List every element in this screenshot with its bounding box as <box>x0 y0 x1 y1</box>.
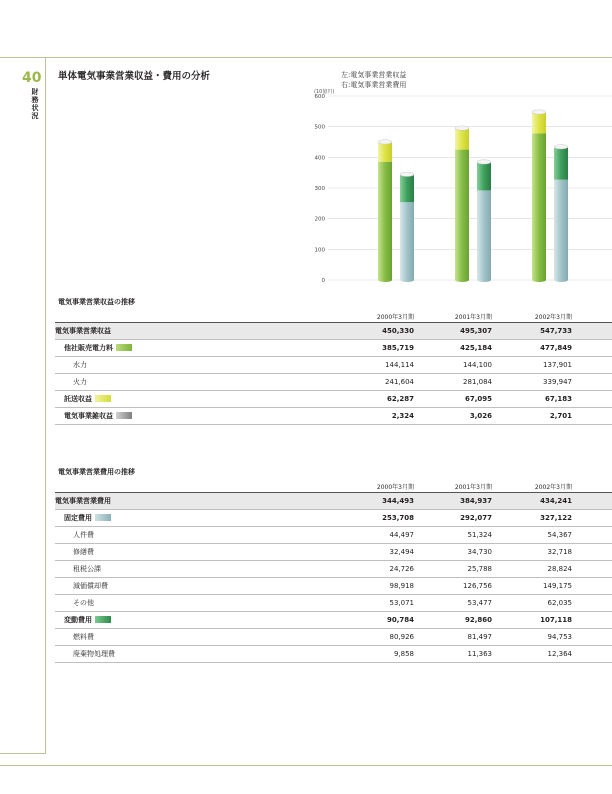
value-cell: 3,026 <box>414 408 492 425</box>
y-tick-label: 400 <box>314 155 325 162</box>
bar-segment <box>532 133 546 280</box>
value-cell: 2,324 <box>360 408 414 425</box>
value-cell: 67,095 <box>414 391 492 408</box>
value-cell: 107,118 <box>492 612 572 629</box>
legend-swatch <box>95 395 111 402</box>
revenue-table-title: 電気事業営業収益の推移 <box>58 298 135 306</box>
value-cell: 2,701 <box>492 408 572 425</box>
bar-base <box>400 278 414 282</box>
page-title: 単体電気事業営業収益・費用の分析 <box>58 71 211 82</box>
col-header: 2000年3月期 <box>360 309 414 323</box>
row-label-cell <box>55 646 360 663</box>
table-row <box>55 340 612 357</box>
bar-base <box>378 278 392 282</box>
axis-unit-label: (10億円) <box>314 89 335 95</box>
page-number: 40 <box>22 70 42 86</box>
table-row <box>55 408 612 425</box>
row-label-cell <box>55 323 360 340</box>
value-cell: 149,175 <box>492 578 572 595</box>
value-cell: 477,849 <box>492 340 572 357</box>
bar-segment <box>532 113 546 134</box>
bar-top-cap <box>477 160 491 164</box>
value-cell: 12,364 <box>492 646 572 663</box>
revenue-table <box>55 309 612 425</box>
row-label-cell <box>55 578 360 595</box>
legend-right: 右:電気事業営業費用 <box>341 80 407 89</box>
table-row <box>55 595 612 612</box>
value-cell: 495,307 <box>414 323 492 340</box>
row-label-cell <box>55 374 360 391</box>
legend-swatch <box>95 616 111 623</box>
table-row <box>55 544 612 561</box>
top-rule <box>0 57 612 58</box>
value-cell: 137,901 <box>492 357 572 374</box>
bar-base <box>532 278 546 282</box>
table-row <box>55 561 612 578</box>
bar-base <box>477 278 491 282</box>
value-cell: 62,035 <box>492 595 572 612</box>
bar-base <box>455 278 469 282</box>
value-cell: 53,071 <box>360 595 414 612</box>
revenue-expense-chart <box>300 86 612 290</box>
value-cell: 9,858 <box>360 646 414 663</box>
col-header: 2000年3月期 <box>360 479 414 493</box>
table-row <box>55 612 612 629</box>
value-cell: 25,788 <box>414 561 492 578</box>
bar-segment <box>554 147 568 180</box>
bar-segment <box>477 190 491 280</box>
row-label-cell <box>55 391 360 408</box>
bottom-rule <box>0 765 612 766</box>
bar-top-cap <box>455 126 469 130</box>
row-label-cell <box>55 561 360 578</box>
value-cell: 11,363 <box>414 646 492 663</box>
bar-segment <box>554 180 568 280</box>
section-label: 財務状況 <box>31 88 39 120</box>
value-cell: 80,926 <box>360 629 414 646</box>
table-row <box>55 357 612 374</box>
row-label: 他社販売電力料 <box>64 344 113 352</box>
value-cell: 44,497 <box>360 527 414 544</box>
row-label-cell <box>55 629 360 646</box>
value-cell: 34,730 <box>414 544 492 561</box>
value-cell: 92,860 <box>414 612 492 629</box>
value-cell: 32,718 <box>492 544 572 561</box>
table-row <box>55 493 612 510</box>
legend-swatch <box>116 412 132 419</box>
row-label-cell <box>55 595 360 612</box>
value-cell: 94,753 <box>492 629 572 646</box>
row-label: 固定費用 <box>64 514 92 522</box>
row-label: 修繕費 <box>73 548 94 556</box>
legend-swatch <box>116 344 132 351</box>
bar-segment <box>477 162 491 190</box>
value-cell: 450,330 <box>360 323 414 340</box>
row-label: 廃棄物処理費 <box>73 650 115 658</box>
bar-segment <box>455 129 469 150</box>
row-label: その他 <box>73 599 94 607</box>
value-cell: 327,122 <box>492 510 572 527</box>
table-header-row <box>55 309 612 323</box>
value-cell: 54,367 <box>492 527 572 544</box>
expense-table <box>55 479 612 663</box>
value-cell: 62,287 <box>360 391 414 408</box>
row-label: 租税公課 <box>73 565 101 573</box>
bar-segment <box>378 162 392 280</box>
margin-foot-rule <box>0 753 46 754</box>
value-cell: 384,937 <box>414 493 492 510</box>
value-cell: 339,947 <box>492 374 572 391</box>
row-label: 電気事業営業費用 <box>55 497 111 505</box>
value-cell: 281,084 <box>414 374 492 391</box>
col-header: 2001年3月期 <box>414 309 492 323</box>
table-row <box>55 391 612 408</box>
row-label: 減価償却費 <box>73 582 108 590</box>
margin-rule <box>45 57 46 754</box>
bar-segment <box>400 174 414 202</box>
value-cell: 98,918 <box>360 578 414 595</box>
value-cell: 81,497 <box>414 629 492 646</box>
legend-left: 左:電気事業営業収益 <box>341 71 407 79</box>
value-cell: 547,733 <box>492 323 572 340</box>
col-header: 2002年3月期 <box>492 479 572 493</box>
table-row <box>55 323 612 340</box>
value-cell: 434,241 <box>492 493 572 510</box>
bar-top-cap <box>400 172 414 176</box>
table-row <box>55 578 612 595</box>
row-label-cell <box>55 357 360 374</box>
bar-top-cap <box>554 145 568 149</box>
col-header: 2002年3月期 <box>492 309 572 323</box>
y-tick-label: 200 <box>314 216 325 223</box>
value-cell: 144,114 <box>360 357 414 374</box>
y-tick-label: 0 <box>321 278 325 284</box>
value-cell: 385,719 <box>360 340 414 357</box>
bar-base <box>554 278 568 282</box>
value-cell: 53,477 <box>414 595 492 612</box>
row-label-cell <box>55 408 360 425</box>
value-cell: 32,494 <box>360 544 414 561</box>
row-label-cell <box>55 510 360 527</box>
row-label: 電気事業営業収益 <box>55 327 111 335</box>
bar-top-cap <box>532 110 546 114</box>
value-cell: 253,708 <box>360 510 414 527</box>
row-label: 変動費用 <box>64 616 92 624</box>
expense-table-title: 電気事業営業費用の推移 <box>58 468 135 476</box>
value-cell: 292,077 <box>414 510 492 527</box>
value-cell: 24,726 <box>360 561 414 578</box>
value-cell: 241,604 <box>360 374 414 391</box>
col-header: 2001年3月期 <box>414 479 492 493</box>
bar-segment <box>455 150 469 280</box>
row-label: 水力 <box>73 361 87 369</box>
table-row <box>55 629 612 646</box>
row-label-cell <box>55 527 360 544</box>
y-tick-label: 300 <box>314 186 325 192</box>
y-tick-label: 100 <box>314 247 325 254</box>
row-label-cell <box>55 544 360 561</box>
row-label: 電気事業雑収益 <box>64 412 113 420</box>
value-cell: 425,184 <box>414 340 492 357</box>
row-label-cell <box>55 340 360 357</box>
row-label-cell <box>55 612 360 629</box>
row-label: 燃料費 <box>73 633 94 641</box>
value-cell: 67,183 <box>492 391 572 408</box>
y-tick-label: 500 <box>314 124 325 131</box>
value-cell: 51,324 <box>414 527 492 544</box>
table-row <box>55 510 612 527</box>
value-cell: 28,824 <box>492 561 572 578</box>
value-cell: 90,784 <box>360 612 414 629</box>
bar-top-cap <box>378 140 392 144</box>
bar-segment <box>400 202 414 280</box>
value-cell: 126,756 <box>414 578 492 595</box>
row-label: 火力 <box>73 378 87 386</box>
row-label: 託送収益 <box>64 395 92 403</box>
table-row <box>55 646 612 663</box>
row-label: 人件費 <box>73 531 94 539</box>
legend-swatch <box>95 514 111 521</box>
y-tick-label: 600 <box>314 94 325 100</box>
value-cell: 144,100 <box>414 357 492 374</box>
table-row <box>55 374 612 391</box>
row-label-cell <box>55 493 360 510</box>
value-cell: 344,493 <box>360 493 414 510</box>
bar-segment <box>378 143 392 162</box>
table-row <box>55 527 612 544</box>
table-header-row <box>55 479 612 493</box>
